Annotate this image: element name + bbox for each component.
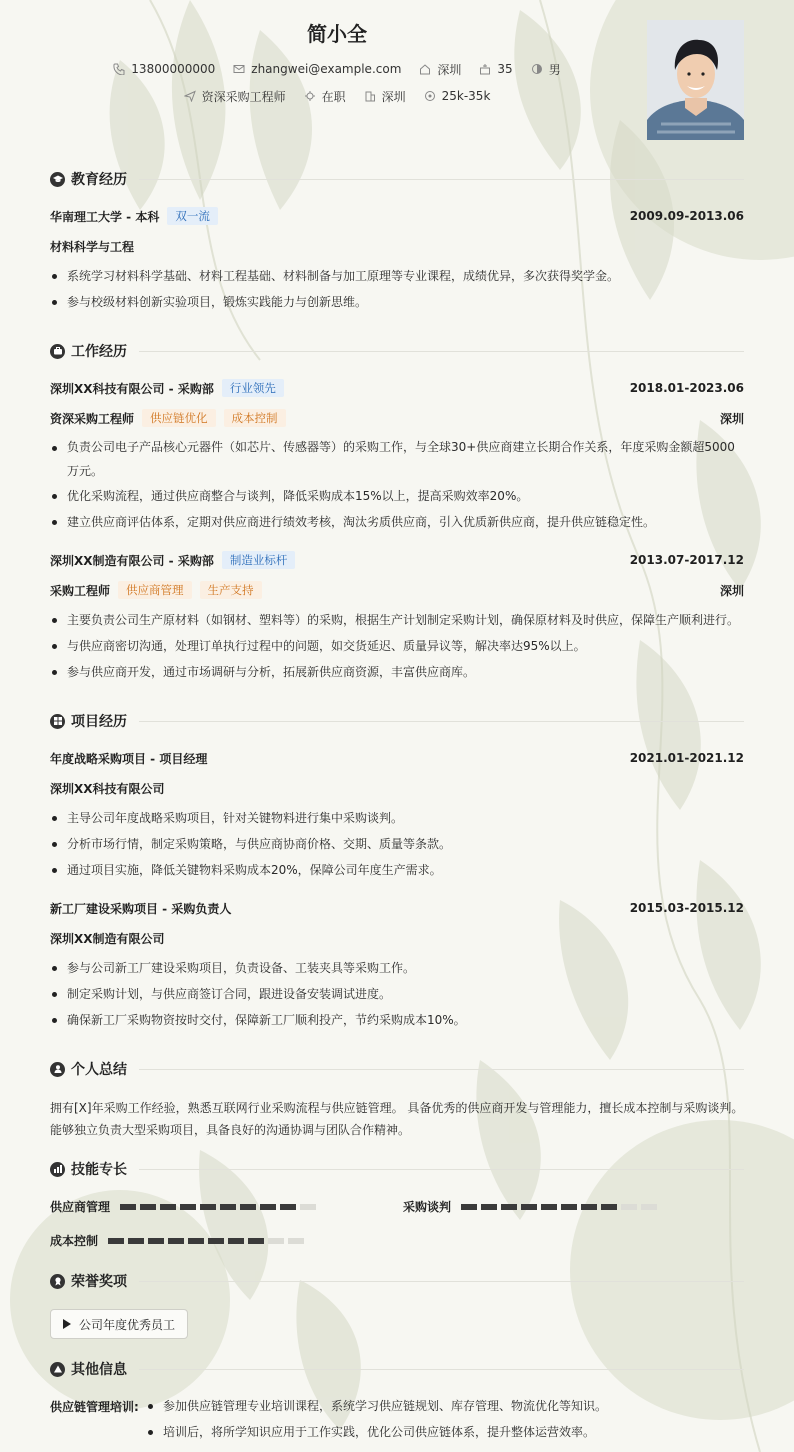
skill-bar-filled	[461, 1204, 477, 1210]
company-name: 深圳XX科技有限公司 - 采购部	[50, 381, 214, 396]
award-icon	[50, 1274, 65, 1289]
project-date: 2021.01-2021.12	[629, 751, 744, 765]
phone-icon	[113, 63, 125, 75]
skill-item	[403, 1198, 657, 1215]
salary-icon	[424, 90, 436, 102]
list-item: 参加供应链管理专业培训课程，系统学习供应链规划、库存管理、物流优化等知识。	[146, 1393, 746, 1419]
gender-text: 男	[548, 62, 561, 77]
project-name: 新工厂建设采购项目 - 采购负责人	[50, 901, 232, 916]
work-entry-header	[50, 551, 744, 569]
section-divider	[139, 1069, 744, 1070]
candidate-name: 简小全	[307, 22, 367, 46]
list-item: 主导公司年度战略采购项目，针对关键物料进行集中采购谈判。	[50, 805, 744, 831]
bar-chart-icon	[50, 1162, 65, 1177]
awards-section-header	[50, 1271, 744, 1291]
education-bullets	[50, 263, 744, 315]
school-name: 华南理工大学 - 本科	[50, 209, 160, 224]
project-entry-header	[50, 899, 744, 917]
basic-info-row	[0, 60, 674, 78]
skills-section-header	[50, 1159, 744, 1179]
skills-title: 技能专长	[71, 1162, 127, 1178]
profile-photo	[647, 20, 744, 140]
role-name: 资深采购工程师	[50, 411, 135, 426]
skill-bar-filled	[220, 1204, 236, 1210]
city-item	[419, 61, 461, 78]
summary-title: 个人总结	[71, 1062, 127, 1078]
send-icon	[184, 90, 196, 102]
salary-item	[424, 89, 491, 103]
status-text: 在职	[321, 89, 346, 104]
work-date: 2013.07-2017.12	[629, 553, 744, 567]
skill-bar-filled	[120, 1204, 136, 1210]
list-item: 主要负责公司生产原材料（如钢材、塑料等）的采购，根据生产计划制定采购计划，确保原材料及时供应，保障生产顺利进行。	[50, 607, 744, 633]
job-intent-row	[0, 87, 674, 105]
section-divider	[139, 1169, 744, 1170]
list-item: 通过项目实施，降低关键物料采购成本20%，保障公司年度生产需求。	[50, 857, 744, 883]
role-tag: 生产支持	[200, 581, 262, 599]
section-divider	[139, 1369, 744, 1370]
list-item: 分析市场行情，制定采购策略，与供应商协商价格、交期、质量等条款。	[50, 831, 744, 857]
briefcase-icon	[50, 344, 65, 359]
education-section-header	[50, 169, 744, 189]
other-title: 其他信息	[71, 1362, 127, 1378]
grid-icon	[50, 714, 65, 729]
work-entry-header	[50, 379, 744, 397]
work-section-header	[50, 341, 744, 361]
target-job-item	[184, 88, 286, 105]
salary-text: 25k-35k	[441, 89, 491, 103]
summary-section-header	[50, 1059, 744, 1079]
company-tag: 行业领先	[222, 379, 284, 397]
project-company: 深圳XX制造有限公司	[50, 931, 165, 946]
project-company-row	[50, 779, 744, 797]
skill-bar-filled	[260, 1204, 276, 1210]
work-location: 深圳	[719, 583, 744, 598]
skill-bar-empty	[268, 1238, 284, 1244]
skill-item	[50, 1232, 304, 1249]
role-tag: 成本控制	[224, 409, 286, 427]
project-date: 2015.03-2015.12	[629, 901, 744, 915]
skill-bar-filled	[228, 1238, 244, 1244]
skill-name: 供应商管理	[50, 1200, 111, 1214]
company-name: 深圳XX制造有限公司 - 采购部	[50, 553, 214, 568]
other-section-header	[50, 1359, 744, 1379]
section-divider	[139, 1281, 744, 1282]
project-name: 年度战略采购项目 - 项目经理	[50, 751, 208, 766]
city-text: 深圳	[437, 62, 462, 77]
skill-bar-filled	[208, 1238, 224, 1244]
education-major-row	[50, 237, 744, 255]
award-text: 公司年度优秀员工	[79, 1317, 176, 1332]
skill-name: 成本控制	[50, 1234, 99, 1248]
education-entry-header	[50, 207, 744, 225]
project-bullets	[50, 955, 744, 1033]
gender-icon	[531, 63, 543, 75]
info-icon	[50, 1362, 65, 1377]
role-tag: 供应商管理	[118, 581, 192, 599]
education-title: 教育经历	[71, 172, 127, 188]
project-entry-header	[50, 749, 744, 767]
work-bullets	[50, 607, 744, 685]
age-icon	[479, 63, 491, 75]
company-tag: 制造业标杆	[222, 551, 296, 569]
mail-icon	[233, 63, 245, 75]
skill-bar-filled	[240, 1204, 256, 1210]
email-text: zhangwei@example.com	[251, 62, 402, 76]
gender-item	[531, 61, 561, 78]
skill-bar-filled	[200, 1204, 216, 1210]
phone-item	[113, 62, 215, 76]
phone-text: 13800000000	[131, 62, 216, 76]
project-company-row	[50, 929, 744, 947]
list-item: 优化采购流程，通过供应商整合与谈判，降低采购成本15%以上，提高采购效率20%。	[50, 483, 744, 509]
awards-title: 荣誉奖项	[71, 1274, 127, 1290]
work-role-row	[50, 409, 744, 427]
skill-bar-filled	[148, 1238, 164, 1244]
skill-bar-filled	[541, 1204, 557, 1210]
section-divider	[139, 721, 744, 722]
building-icon	[364, 90, 376, 102]
skill-bar-filled	[168, 1238, 184, 1244]
section-divider	[139, 179, 744, 180]
list-item: 培训后，将所学知识应用于工作实践，优化公司供应链体系，提升整体运营效率。	[146, 1419, 746, 1445]
skill-level-bars	[461, 1204, 657, 1210]
work-location: 深圳	[719, 411, 744, 426]
skill-bar-filled	[248, 1238, 264, 1244]
award-badge	[50, 1309, 188, 1339]
training-label: 供应链管理培训:	[50, 1400, 139, 1414]
skill-bar-empty	[300, 1204, 316, 1210]
list-item: 参与供应商开发，通过市场调研与分析，拓展新供应商资源，丰富供应商库。	[50, 659, 744, 685]
work-title: 工作经历	[71, 344, 127, 360]
list-item: 参与校级材料创新实验项目，锻炼实践能力与创新思维。	[50, 289, 744, 315]
skill-level-bars	[120, 1204, 316, 1210]
role-tag: 供应链优化	[142, 409, 216, 427]
target-city-text: 深圳	[381, 89, 406, 104]
list-item: 制定采购计划，与供应商签订合同，跟进设备安装调试进度。	[50, 981, 744, 1007]
project-bullets	[50, 805, 744, 883]
skill-bar-filled	[128, 1238, 144, 1244]
work-bullets	[50, 435, 744, 535]
skill-bar-filled	[108, 1238, 124, 1244]
role-name: 采购工程师	[50, 583, 111, 598]
major-name: 材料科学与工程	[50, 239, 135, 254]
section-divider	[139, 351, 744, 352]
skill-bar-filled	[601, 1204, 617, 1210]
list-item: 参与公司新工厂建设采购项目，负责设备、工装夹具等采购工作。	[50, 955, 744, 981]
skill-bar-filled	[140, 1204, 156, 1210]
skill-bar-filled	[501, 1204, 517, 1210]
project-company: 深圳XX科技有限公司	[50, 781, 165, 796]
list-item: 建立供应商评估体系，定期对供应商进行绩效考核，淘汰劣质供应商，引入优质新供应商，提升供应链稳定性。	[50, 509, 744, 535]
list-item: 与供应商密切沟通，处理订单执行过程中的问题，如交货延迟、质量异议等，解决率达95%以上。	[50, 633, 744, 659]
work-date: 2018.01-2023.06	[629, 381, 744, 395]
summary-text: 拥有[X]年采购工作经验，熟悉互联网行业采购流程与供应链管理。 具备优秀的供应商开发与管理能力，擅长成本控制与采购谈判。 能够独立负责大型采购项目，具备良好的沟通协调与团队合作精神。	[50, 1101, 744, 1137]
play-triangle-icon	[63, 1319, 71, 1329]
skill-bar-filled	[160, 1204, 176, 1210]
age-item	[479, 62, 512, 76]
age-text: 35	[497, 62, 513, 76]
target-job-text: 资深采购工程师	[201, 89, 286, 104]
skill-item	[50, 1198, 316, 1215]
project-title: 项目经历	[71, 714, 127, 730]
list-item: 负责公司电子产品核心元器件（如芯片、传感器等）的采购工作，与全球30+供应商建立长期合作关系，年度采购金额超5000万元。	[50, 435, 744, 483]
skill-name: 采购谈判	[403, 1200, 452, 1214]
skill-bar-filled	[180, 1204, 196, 1210]
skill-bar-filled	[521, 1204, 537, 1210]
list-item: 确保新工厂采购物资按时交付，保障新工厂顺利投产，节约采购成本10%。	[50, 1007, 744, 1033]
email-item	[233, 62, 401, 76]
status-icon	[304, 90, 316, 102]
home-icon	[419, 63, 431, 75]
education-date: 2009.09-2013.06	[629, 209, 744, 223]
target-city-item	[364, 88, 406, 105]
graduation-cap-icon	[50, 172, 65, 187]
project-section-header	[50, 711, 744, 731]
skill-bar-empty	[621, 1204, 637, 1210]
skill-bar-filled	[481, 1204, 497, 1210]
work-role-row	[50, 581, 744, 599]
skill-level-bars	[108, 1238, 304, 1244]
avatar-portrait-illustration	[647, 20, 744, 140]
skill-bar-filled	[581, 1204, 597, 1210]
skill-bar-empty	[641, 1204, 657, 1210]
list-item: 系统学习材料科学基础、材料工程基础、材料制备与加工原理等专业课程，成绩优异，多次获得奖学金。	[50, 263, 744, 289]
user-icon	[50, 1062, 65, 1077]
skill-bar-filled	[188, 1238, 204, 1244]
training-bullets	[146, 1393, 746, 1445]
school-tag: 双一流	[167, 207, 218, 225]
skill-bar-filled	[280, 1204, 296, 1210]
skill-bar-empty	[288, 1238, 304, 1244]
status-item	[304, 88, 346, 105]
skill-bar-filled	[561, 1204, 577, 1210]
